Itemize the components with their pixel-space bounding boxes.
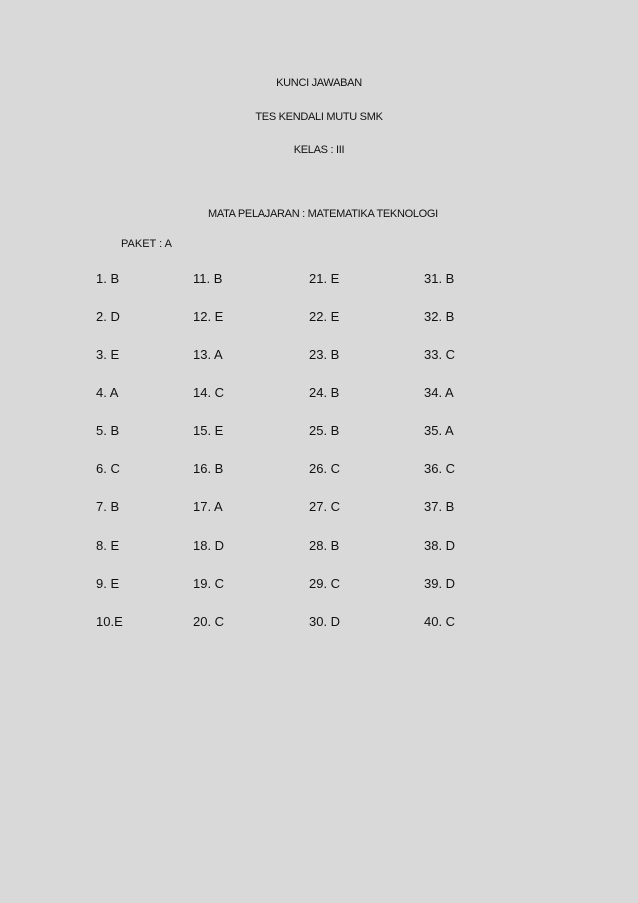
answer-item: 1. B <box>96 271 120 286</box>
answer-item: 36. C <box>424 461 456 476</box>
answer-item: 30. D <box>309 614 341 629</box>
answer-item: 2. D <box>96 309 120 324</box>
answer-item: 40. C <box>424 614 456 629</box>
paket-line: PAKET : A <box>121 238 172 250</box>
answer-item: 33. C <box>424 347 456 362</box>
document-title: KUNCI JAWABAN <box>276 77 362 89</box>
answer-item: 10.E <box>96 614 123 629</box>
answer-item: 38. D <box>424 538 456 553</box>
answer-item: 11. B <box>193 271 223 286</box>
answer-item: 12. E <box>193 309 224 324</box>
answer-item: 35. A <box>424 423 454 438</box>
answer-item: 25. B <box>309 423 340 438</box>
subject-line: MATA PELAJARAN : MATEMATIKA TEKNOLOGI <box>208 208 438 220</box>
answer-item: 18. D <box>193 538 225 553</box>
answer-item: 27. C <box>309 499 341 514</box>
answer-item: 26. C <box>309 461 341 476</box>
answer-item: 23. B <box>309 347 340 362</box>
answer-item: 39. D <box>424 576 456 591</box>
answer-item: 17. A <box>193 499 223 514</box>
answer-item: 8. E <box>96 538 120 553</box>
answer-item: 37. B <box>424 499 455 514</box>
answer-item: 9. E <box>96 576 120 591</box>
answer-item: 24. B <box>309 385 340 400</box>
answer-item: 5. B <box>96 423 120 438</box>
answer-item: 16. B <box>193 461 224 476</box>
answer-item: 19. C <box>193 576 225 591</box>
answer-item: 14. C <box>193 385 225 400</box>
answer-item: 20. C <box>193 614 225 629</box>
answer-item: 28. B <box>309 538 340 553</box>
answer-item: 32. B <box>424 309 455 324</box>
answer-item: 3. E <box>96 347 120 362</box>
answer-item: 21. E <box>309 271 340 286</box>
class-line: KELAS : III <box>293 144 345 156</box>
answer-item: 6. C <box>96 461 120 476</box>
answer-item: 7. B <box>96 499 120 514</box>
answer-item: 15. E <box>193 423 224 438</box>
answer-item: 31. B <box>424 271 455 286</box>
answer-item: 34. A <box>424 385 454 400</box>
answer-item: 29. C <box>309 576 341 591</box>
document-subtitle: TES KENDALI MUTU SMK <box>255 111 383 123</box>
answer-item: 4. A <box>96 385 119 400</box>
answer-item: 22. E <box>309 309 340 324</box>
answer-item: 13. A <box>193 347 223 362</box>
